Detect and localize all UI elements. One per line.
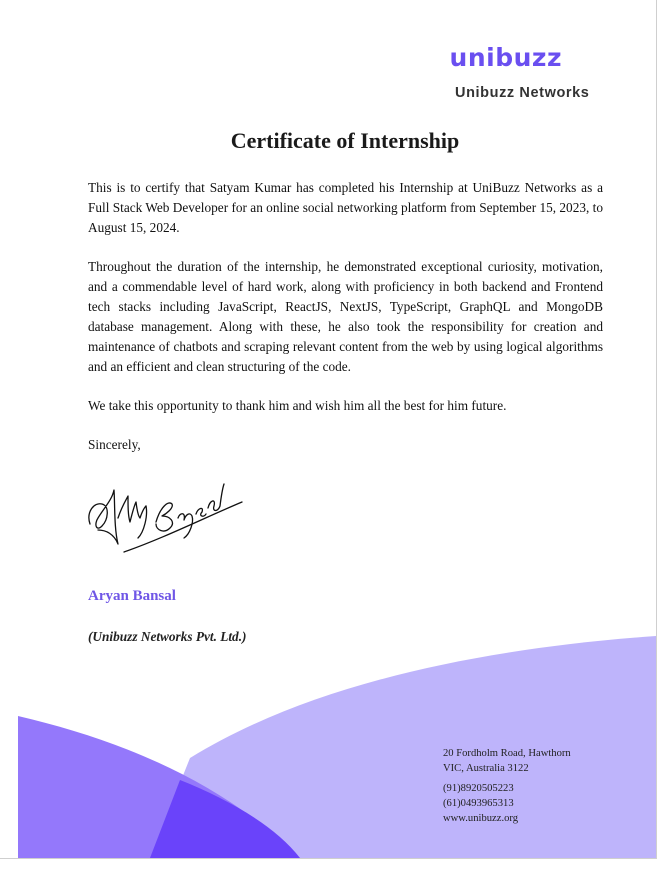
address-line-1: 20 Fordholm Road, Hawthorn bbox=[443, 748, 571, 759]
phone-1: (91)8920505223 bbox=[443, 783, 514, 794]
signer-organization: (Unibuzz Networks Pvt. Ltd.) bbox=[88, 629, 247, 644]
website-link[interactable]: www.unibuzz.org bbox=[443, 813, 519, 824]
certificate-paragraph-1: This is to certify that Satyam Kumar has completed his Internship at UniBuzz Networks as a Full Stack Web Developer for an online social networking platform from September 15, 2023, to August 15, 2024. bbox=[88, 180, 603, 235]
handwritten-signature bbox=[84, 478, 254, 558]
signer-name: Aryan Bansal bbox=[88, 588, 176, 604]
contact-block bbox=[443, 746, 571, 826]
unibuzz-logo: unibuzz bbox=[449, 43, 562, 72]
company-name: Unibuzz Networks bbox=[455, 85, 590, 101]
certificate-paragraph-3: We take this opportunity to thank him and wish him all the best for him future. bbox=[88, 398, 507, 413]
closing-salutation: Sincerely, bbox=[88, 437, 141, 452]
certificate-title: Certificate of Internship bbox=[230, 128, 460, 153]
certificate-paragraph-2: Throughout the duration of the internship, he demonstrated exceptional curiosity, motivation, and a commendable level of hard work, along with proficiency in both backend and Frontend tech stacks including JavaScript, ReactJS, NextJS, TypeScript, GraphQL and MongoDB database management. Along with these, he also took the responsibility for creation and maintenance of chatbots and scraping relevant content from the web by using logical algorithms and an efficient and clean structuring of the code. bbox=[88, 259, 603, 374]
phone-2: (61)0493965313 bbox=[443, 798, 514, 809]
address-line-2: VIC, Australia 3122 bbox=[443, 763, 529, 774]
